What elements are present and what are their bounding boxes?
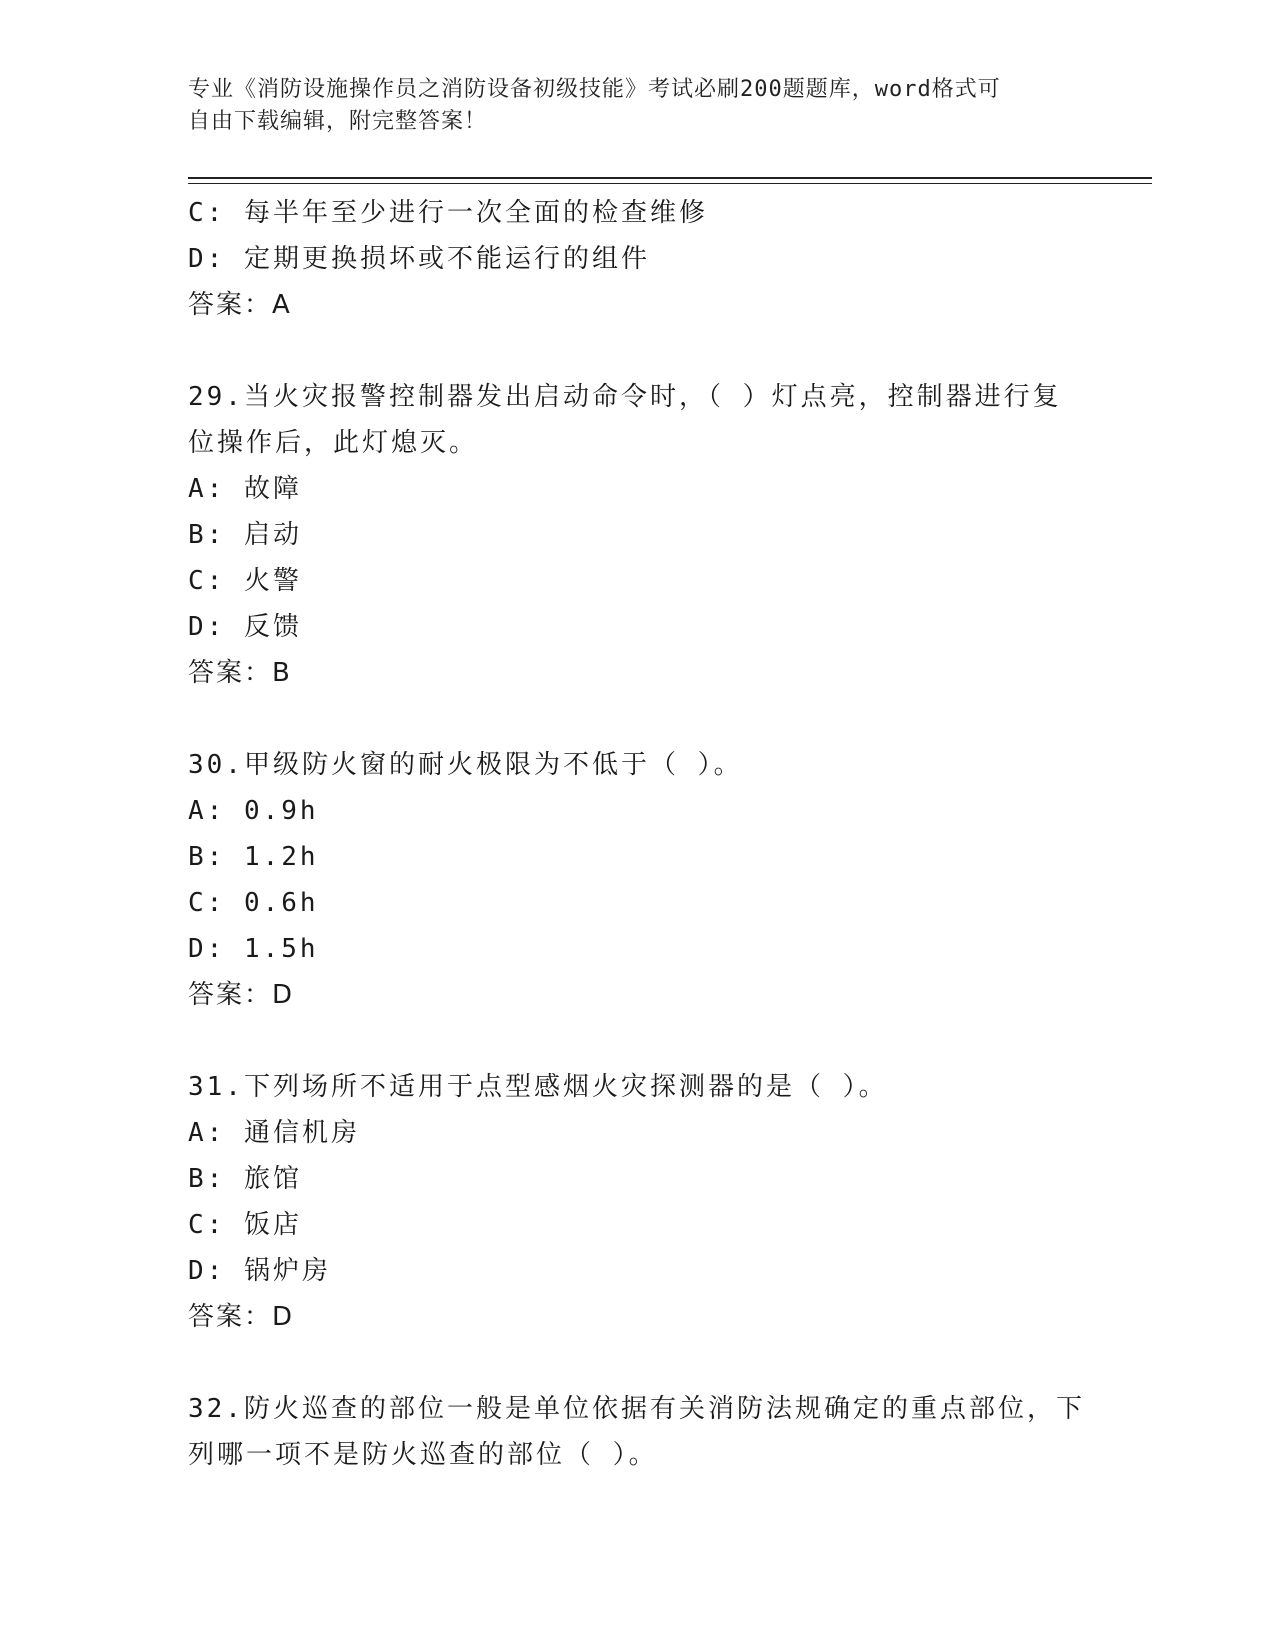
option-b: B: 1.2h — [188, 842, 319, 872]
question-spacer — [188, 1340, 1088, 1386]
question-stem-line-2: 列哪一项不是防火巡查的部位（ ）。 — [188, 1440, 658, 1470]
question-spacer — [188, 1018, 1088, 1064]
header-divider-thin — [188, 183, 1152, 184]
answer-line: 答案：D — [188, 980, 295, 1010]
document-header — [188, 74, 1088, 138]
question-stem-line-1: 30.甲级防火窗的耐火极限为不低于（ ）。 — [188, 750, 743, 780]
question-31 — [188, 1064, 1088, 1340]
option-a: A: 故障 — [188, 474, 302, 504]
question-32 — [188, 1386, 1088, 1478]
option-c: C: 0.6h — [188, 888, 319, 918]
question-stem-line-1: 32.防火巡查的部位一般是单位依据有关消防法规确定的重点部位，下 — [188, 1394, 1085, 1424]
option-c: C: 每半年至少进行一次全面的检查维修 — [188, 198, 708, 228]
header-title-line-1: 专业《消防设施操作员之消防设备初级技能》考试必刷200题题库，word格式可 — [188, 77, 1001, 102]
answer-line: 答案：B — [188, 658, 292, 688]
option-c: C: 饭店 — [188, 1210, 302, 1240]
option-d: D: 锅炉房 — [188, 1256, 331, 1286]
question-stem-line-1: 29.当火灾报警控制器发出启动命令时，（ ）灯点亮，控制器进行复 — [188, 382, 1062, 412]
header-divider-thick — [188, 177, 1152, 179]
header-title-line-2: 自由下载编辑，附完整答案！ — [188, 109, 488, 134]
option-d: D: 反馈 — [188, 612, 302, 642]
answer-line: 答案：D — [188, 1302, 295, 1332]
question-stem-line-1: 31.下列场所不适用于点型感烟火灾探测器的是（ ）。 — [188, 1072, 888, 1102]
question-28-tail — [188, 190, 1088, 328]
question-spacer — [188, 696, 1088, 742]
question-list — [188, 190, 1088, 1478]
question-30 — [188, 742, 1088, 1018]
option-a: A: 0.9h — [188, 796, 319, 826]
question-spacer — [188, 328, 1088, 374]
option-a: A: 通信机房 — [188, 1118, 360, 1148]
option-b: B: 旅馆 — [188, 1164, 302, 1194]
answer-line: 答案：A — [188, 290, 292, 320]
option-c: C: 火警 — [188, 566, 302, 596]
question-stem-line-2: 位操作后，此灯熄灭。 — [188, 428, 479, 458]
option-b: B: 启动 — [188, 520, 302, 550]
option-d: D: 定期更换损坏或不能运行的组件 — [188, 244, 650, 274]
option-d: D: 1.5h — [188, 934, 319, 964]
question-29 — [188, 374, 1088, 696]
